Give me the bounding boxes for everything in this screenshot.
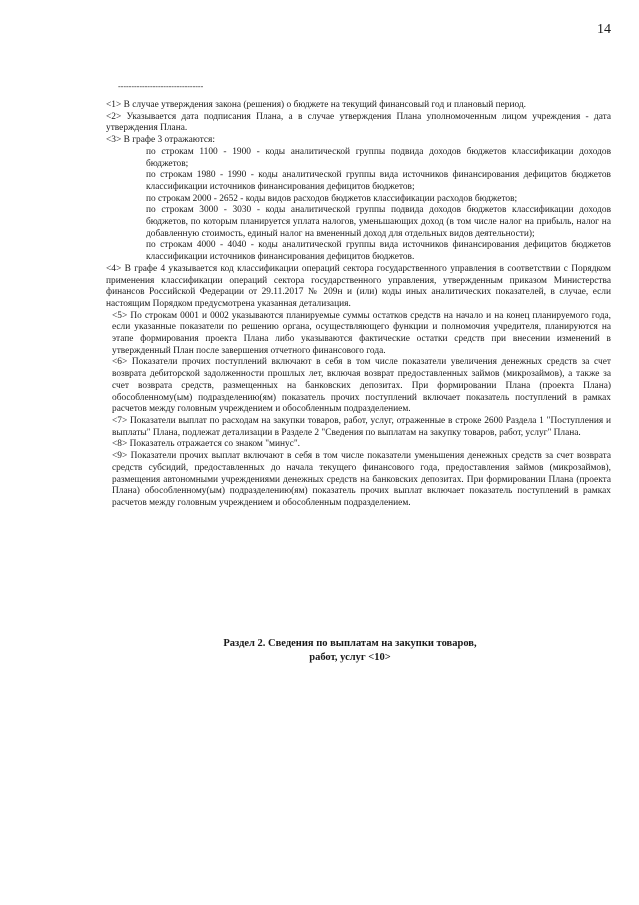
footnote-3-item: по строкам 1100 - 1900 - коды аналитической группы подвида доходов бюджетов классификации доходов бюджетов; bbox=[146, 146, 611, 169]
footnote-3-item: по строкам 3000 - 3030 - коды аналитической группы подвида доходов бюджетов классификации доходов бюджетов, по которым планируется уплата налогов, уменьшающих доход (в том числе налог на прибыль, налог на добавленную стоимость, единый налог на вмененный доход для отдельных видов деятельности); bbox=[146, 205, 611, 239]
section-title bbox=[150, 637, 550, 665]
footnote-9: <9> Показатели прочих выплат включают в себя в том числе показатели уменьшения денежных средств за счет возврата средств субсидий, предоставленных до начала текущего финансового года, предоставления займов (микрозаймов), размещения автономными учреждениями денежных средств на банковских депозитах. При формировании Плана (проекта Плана) обособленному(ым) подразделению(ям) показатель прочих выплат включает показатель поступлений в рамках расчетов между головным учреждением и обособленным подразделением. bbox=[112, 451, 611, 508]
footnote-8: <8> Показатель отражается со знаком "минус". bbox=[112, 439, 301, 450]
footnote-6: <6> Показатели прочих поступлений включают в себя в том числе показатели увеличения денежных средств за счет возврата дебиторской задолженности прошлых лет, включая возврат предоставленных займов (микрозаймов), а также за счет возврата средств, размещенных на банковских депозитах. При формировании Плана (проекта Плана) обособленному(ым) подразделению(ям) показатель прочих поступлений включает показатель поступлений в рамках расчетов между головным учреждением и обособленным подразделением. bbox=[112, 357, 611, 415]
footnote-4: <4> В графе 4 указывается код классификации операций сектора государственного управления в соответствии с Порядком применения классификации операций сектора государственного управления, утвержденным приказом Министерства финансов Российской Федерации от 29.11.2017 № 209н и (или) коды иных аналитических показателей, в случае, если настоящим Порядком предусмотрена указанная детализация. bbox=[106, 263, 611, 309]
footnotes bbox=[106, 100, 611, 510]
footnote-3-item: по строкам 2000 - 2652 - коды видов расходов бюджетов классификации расходов бюджетов; bbox=[146, 193, 518, 204]
section-title-line-1: Раздел 2. Сведения по выплатам на закупки товаров, bbox=[223, 638, 477, 649]
footnote-3: <3> В графе 3 отражаются: bbox=[106, 135, 215, 146]
footnote-3-item: по строкам 4000 - 4040 - коды аналитической группы вида источников финансирования дефицитов бюджетов классификации источников финансирования дефицитов бюджетов. bbox=[146, 240, 611, 263]
footnote-7: <7> Показатели выплат по расходам на закупки товаров, работ, услуг, отраженные в строке 2600 Раздела 1 "Поступления и выплаты" Плана, подлежат детализации в Разделе 2 "Сведения по выплатам на закупку товаров, работ, услуг" Плана. bbox=[112, 415, 611, 438]
footnote-separator: -------------------------------- bbox=[118, 82, 204, 91]
footnote-5: <5> По строкам 0001 и 0002 указываются планируемые суммы остатков средств на начало и на конец планируемого года, если указанные показатели по решению органа, осуществляющего функции и полномочия учредителя, планируются на этапе формирования проекта Плана либо указываются фактические остатки средств при внесении изменений в утвержденный План после завершения отчетного финансового года. bbox=[112, 310, 611, 356]
footnote-2: <2> Указывается дата подписания Плана, а в случае утверждения Плана уполномоченным лицом учреждения - дата утверждения Плана. bbox=[106, 111, 611, 134]
footnote-1: <1> В случае утверждения закона (решения) о бюджете на текущий финансовый год и плановый период. bbox=[106, 100, 527, 110]
section-title-line-2: работ, услуг <10> bbox=[309, 652, 391, 663]
footnote-3-item: по строкам 1980 - 1990 - коды аналитической группы вида источников финансирования дефицитов бюджетов классификации источников финансирования дефицитов бюджетов; bbox=[146, 170, 611, 192]
page-number: 14 bbox=[597, 22, 611, 37]
